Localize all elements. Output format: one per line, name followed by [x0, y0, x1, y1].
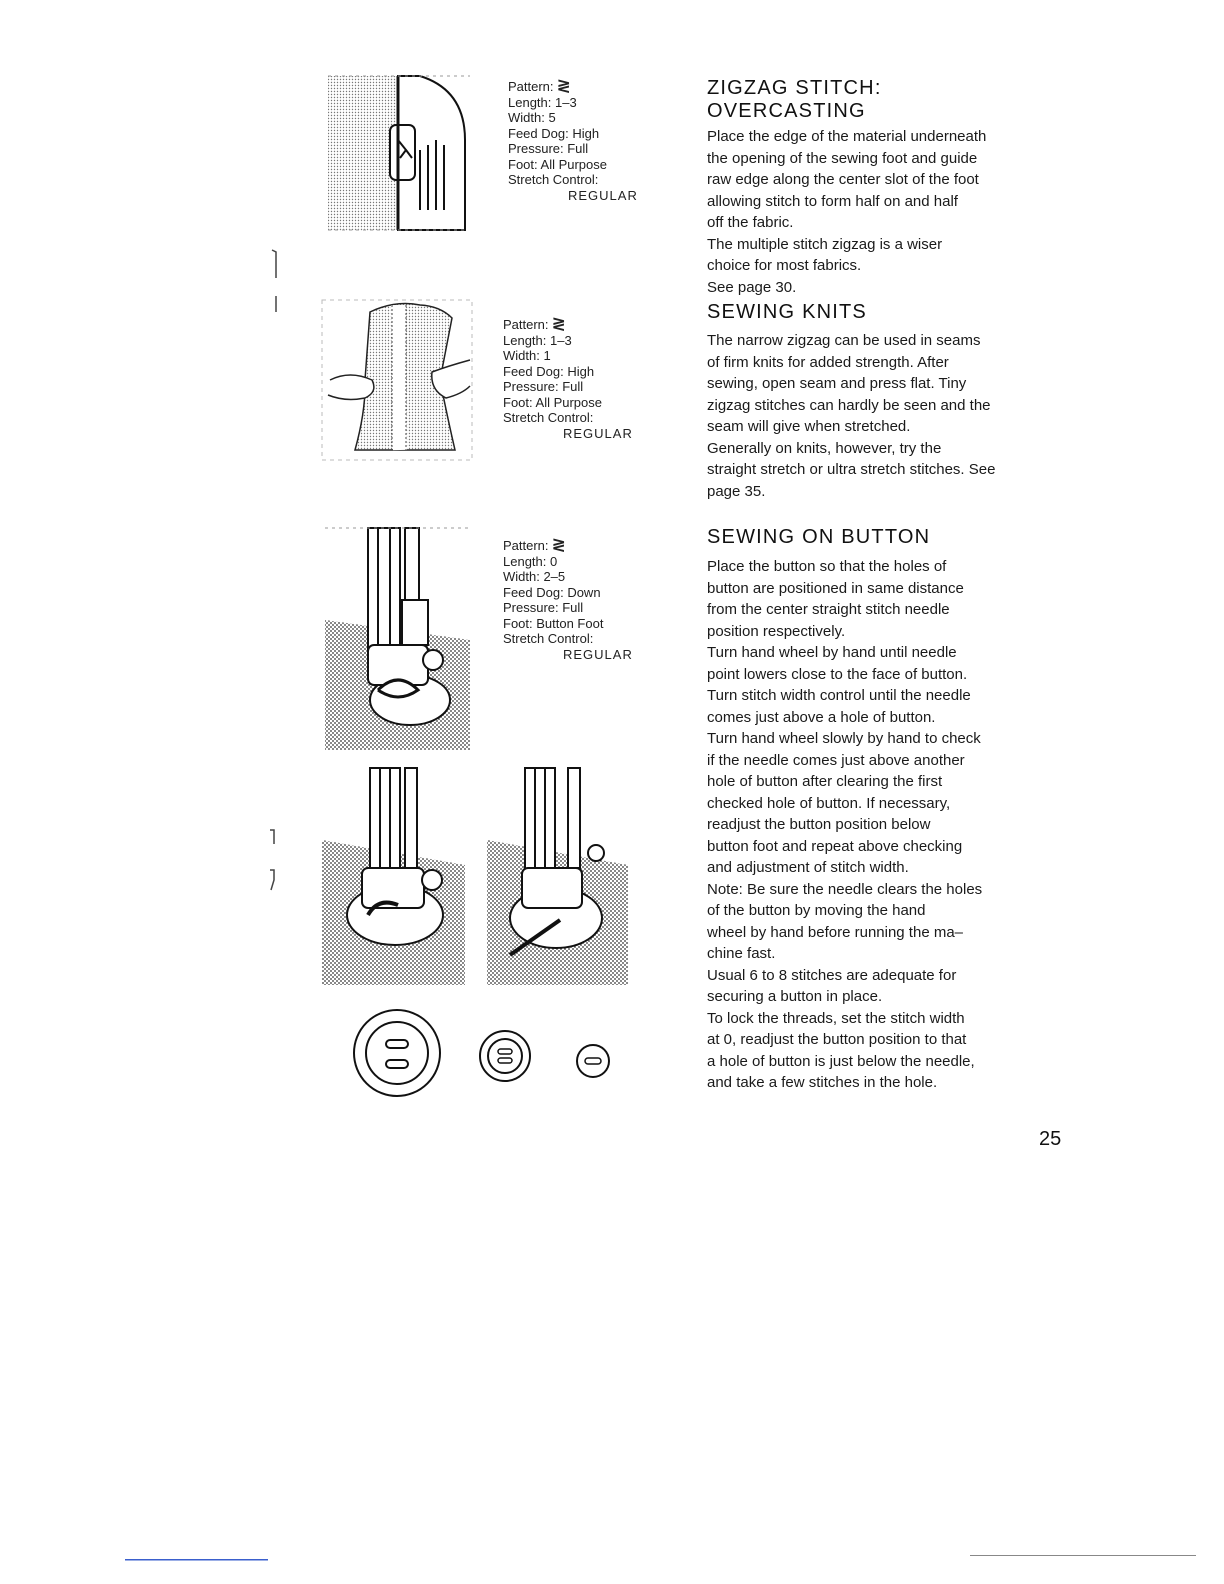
feed-dog-setting: Feed Dog: High — [508, 125, 600, 141]
stretch-control-value: REGULAR — [568, 187, 638, 203]
body-line: off the fabric. — [707, 214, 794, 231]
body-line: from the center straight stitch needle — [707, 601, 950, 618]
body-line: Usual 6 to 8 stitches are adequate for — [707, 966, 957, 984]
length-setting: Length: 1–3 — [503, 332, 572, 348]
width-setting: Width: 1 — [503, 348, 551, 363]
settings-block-button — [503, 537, 633, 662]
body-line: choice for most fabrics. — [707, 257, 862, 274]
pattern-row — [503, 537, 633, 554]
bottom-link-line — [125, 1559, 268, 1561]
section-zigzag-overcasting — [707, 77, 1059, 298]
button-stitching-illustration-right — [487, 768, 628, 985]
section-body — [707, 556, 1059, 1094]
body-line: if the needle comes just above another — [707, 751, 965, 769]
pressure-setting: Pressure: Full — [503, 600, 584, 615]
body-line: button are positioned in same distance — [707, 579, 964, 597]
length-setting: Length: 1–3 — [508, 94, 577, 110]
body-line: Generally on knits, however, try the — [707, 439, 942, 457]
body-line: chine fast. — [707, 945, 776, 962]
body-line: button foot and repeat above checking — [707, 837, 963, 855]
stretch-control-label: Stretch Control: — [508, 172, 599, 187]
settings-block-knits — [503, 316, 633, 441]
body-line: the opening of the sewing foot and guide — [707, 149, 978, 167]
stretch-control-label: Stretch Control: — [503, 631, 594, 646]
body-line: Turn hand wheel slowly by hand to check — [707, 730, 981, 747]
settings-block-overcasting — [508, 78, 638, 203]
body-line: comes just above a hole of button. — [707, 708, 936, 726]
pattern-row — [503, 316, 633, 333]
body-line: Turn hand wheel by hand until needle — [707, 644, 957, 661]
section-sewing-on-button — [707, 526, 1059, 1094]
body-line: raw edge along the center slot of the foot — [707, 171, 979, 188]
body-line: To lock the threads, set the stitch width — [707, 1009, 965, 1027]
body-line: See page 30. — [707, 278, 797, 296]
bottom-scan-line — [970, 1555, 1196, 1556]
foot-setting: Foot: All Purpose — [503, 394, 602, 410]
button-foot-illustration — [325, 528, 470, 750]
body-line: Turn stitch width control until the needle — [707, 687, 971, 704]
pattern-row — [508, 78, 638, 95]
feed-dog-setting: Feed Dog: Down — [503, 584, 601, 600]
width-setting: Width: 2–5 — [503, 569, 566, 584]
body-line: and adjustment of stitch width. — [707, 859, 909, 876]
body-line: at 0, readjust the button position to that — [707, 1031, 967, 1048]
zigzag-pattern-icon: ≷ — [551, 314, 566, 333]
foot-setting: Foot: All Purpose — [508, 156, 607, 172]
body-line: seam will give when stretched. — [707, 418, 911, 435]
knit-seam-illustration — [322, 300, 472, 460]
width-setting: Width: 5 — [508, 110, 556, 125]
body-line: securing a button in place. — [707, 988, 883, 1005]
section-sewing-knits — [707, 301, 1059, 502]
pattern-label: Pattern: — [503, 317, 549, 332]
margin-marks — [270, 250, 276, 890]
stretch-control-value: REGULAR — [563, 646, 633, 662]
body-line: a hole of button is just below the needle, — [707, 1052, 975, 1070]
body-line: of firm knits for added strength. After — [707, 353, 949, 371]
button-examples — [354, 1010, 609, 1096]
body-line: Place the button so that the holes of — [707, 558, 947, 575]
zigzag-pattern-icon: ≷ — [556, 76, 571, 95]
body-line: sewing, open seam and press flat. Tiny — [707, 375, 967, 392]
body-line: The narrow zigzag can be used in seams — [707, 332, 981, 349]
stretch-control-value: REGULAR — [563, 425, 633, 441]
body-line: readjust the button position below — [707, 816, 931, 833]
section-heading: SEWING ON BUTTON — [707, 526, 931, 548]
body-line: position respectively. — [707, 622, 846, 640]
body-line: Place the edge of the material underneath — [707, 128, 987, 145]
pattern-label: Pattern: — [503, 538, 549, 553]
button-stitching-illustration-left — [322, 768, 465, 985]
body-line: allowing stitch to form half on and half — [707, 192, 958, 210]
body-line: checked hole of button. If necessary, — [707, 794, 951, 812]
section-heading: ZIGZAG STITCH: — [707, 77, 882, 99]
body-line: page 35. — [707, 482, 766, 500]
section-body — [707, 126, 1059, 298]
body-line: wheel by hand before running the ma– — [707, 923, 964, 941]
pattern-label: Pattern: — [508, 79, 554, 94]
body-line: The multiple stitch zigzag is a wiser — [707, 235, 943, 253]
body-line: Note: Be sure the needle clears the holes — [707, 880, 983, 898]
foot-setting: Foot: Button Foot — [503, 615, 604, 631]
body-line: straight stretch or ultra stretch stitches. See — [707, 461, 996, 478]
pressure-setting: Pressure: Full — [508, 141, 589, 156]
section-heading-line2: OVERCASTING — [707, 100, 866, 122]
section-body — [707, 330, 1059, 502]
length-setting: Length: 0 — [503, 553, 558, 569]
section-heading: SEWING KNITS — [707, 301, 867, 323]
overcasting-foot-illustration — [328, 76, 470, 231]
zigzag-pattern-icon: ≷ — [551, 535, 566, 554]
body-line: hole of button after clearing the first — [707, 773, 943, 790]
body-line: and take a few stitches in the hole. — [707, 1074, 938, 1091]
body-line: point lowers close to the face of button. — [707, 665, 968, 683]
body-line: zigzag stitches can hardly be seen and the — [707, 396, 991, 414]
feed-dog-setting: Feed Dog: High — [503, 363, 595, 379]
page-number: 25 — [1039, 1128, 1062, 1150]
stretch-control-label: Stretch Control: — [503, 410, 594, 425]
pressure-setting: Pressure: Full — [503, 379, 584, 394]
body-line: of the button by moving the hand — [707, 902, 926, 919]
